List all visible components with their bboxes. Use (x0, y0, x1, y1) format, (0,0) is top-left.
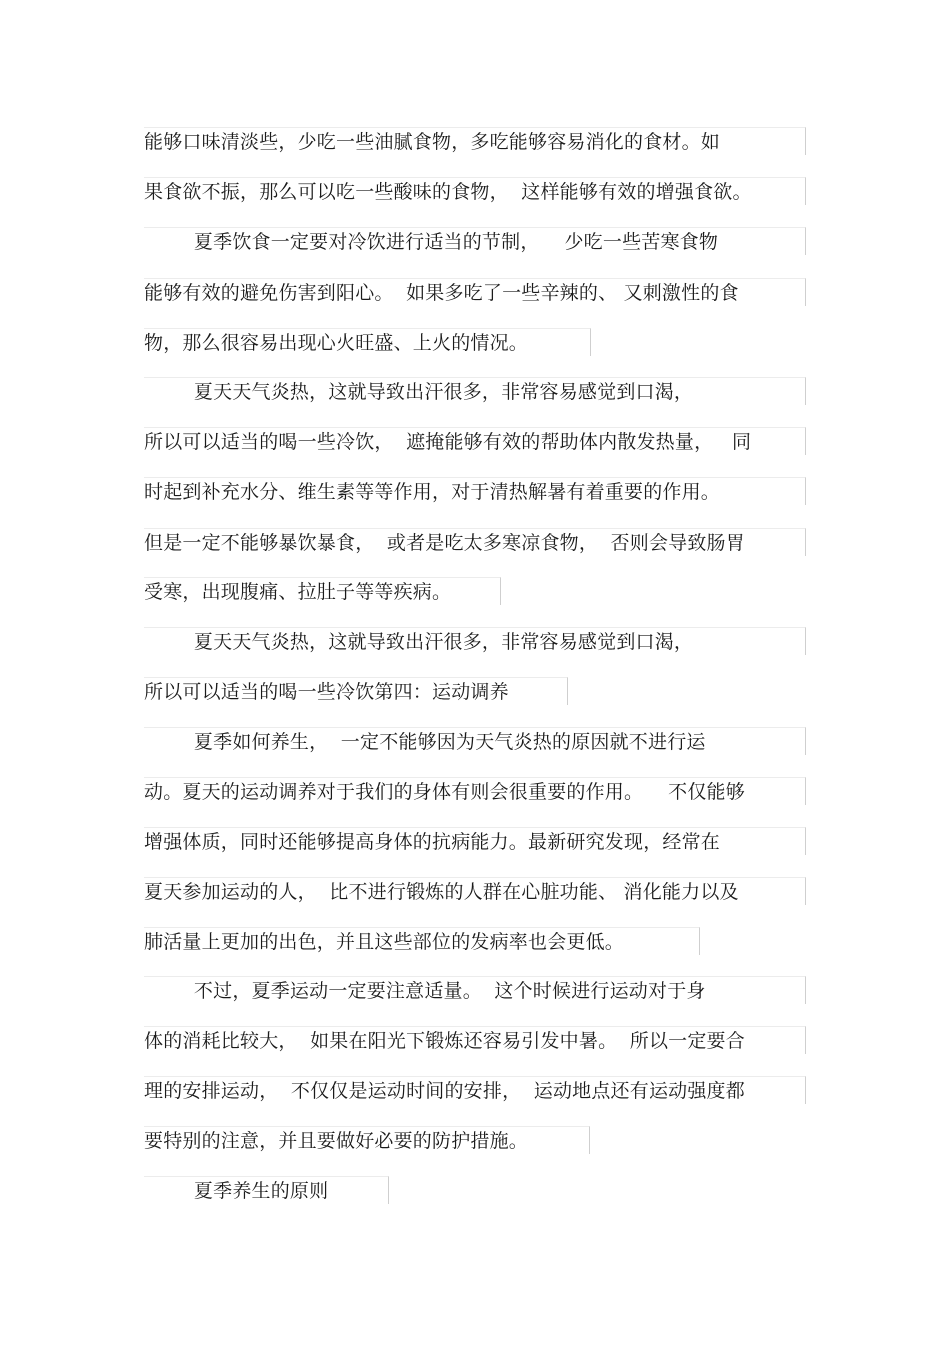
text-line: 夏天天气炎热，这就导致出汗很多，非常容易感觉到口渴， (144, 627, 806, 655)
text-line: 夏季如何养生， 一定不能够因为天气炎热的原因就不进行运 (144, 727, 806, 755)
text-line: 能够有效的避免伤害到阳心。 如果多吃了一些辛辣的、 又刺激性的食 (144, 278, 806, 306)
text-line: 动。夏天的运动调养对于我们的身体有则会很重要的作用。 不仅能够 (144, 777, 806, 805)
text-line: 夏季饮食一定要对冷饮进行适当的节制， 少吃一些苦寒食物 (144, 227, 806, 255)
text-line: 物，那么很容易出现心火旺盛、上火的情况。 (144, 328, 591, 356)
text-line: 要特别的注意，并且要做好必要的防护措施。 (144, 1126, 590, 1154)
text-line: 不过，夏季运动一定要注意适量。 这个时候进行运动对于身 (144, 976, 806, 1004)
text-line: 夏天参加运动的人， 比不进行锻炼的人群在心脏功能、 消化能力以及 (144, 877, 806, 905)
text-line: 肺活量上更加的出色，并且这些部位的发病率也会更低。 (144, 927, 700, 955)
text-line: 体的消耗比较大， 如果在阳光下锻炼还容易引发中暑。 所以一定要合 (144, 1026, 806, 1054)
text-line: 所以可以适当的喝一些冷饮第四：运动调养 (144, 677, 568, 705)
text-line: 果食欲不振，那么可以吃一些酸味的食物， 这样能够有效的增强食欲。 (144, 177, 806, 205)
text-line: 增强体质，同时还能够提高身体的抗病能力。最新研究发现，经常在 (144, 827, 806, 855)
text-line: 理的安排运动， 不仅仅是运动时间的安排， 运动地点还有运动强度都 (144, 1076, 806, 1104)
text-line: 夏季养生的原则 (144, 1176, 389, 1204)
text-line: 时起到补充水分、维生素等等作用，对于清热解暑有着重要的作用。 (144, 477, 806, 505)
text-line: 受寒，出现腹痛、拉肚子等等疾病。 (144, 577, 501, 605)
text-line: 所以可以适当的喝一些冷饮， 遮掩能够有效的帮助体内散发热量， 同 (144, 427, 806, 455)
text-line: 能够口味清淡些，少吃一些油腻食物，多吃能够容易消化的食材。如 (144, 127, 806, 155)
text-line: 但是一定不能够暴饮暴食， 或者是吃太多寒凉食物， 否则会导致肠胃 (144, 528, 806, 556)
text-line: 夏天天气炎热，这就导致出汗很多，非常容易感觉到口渴， (144, 377, 806, 405)
